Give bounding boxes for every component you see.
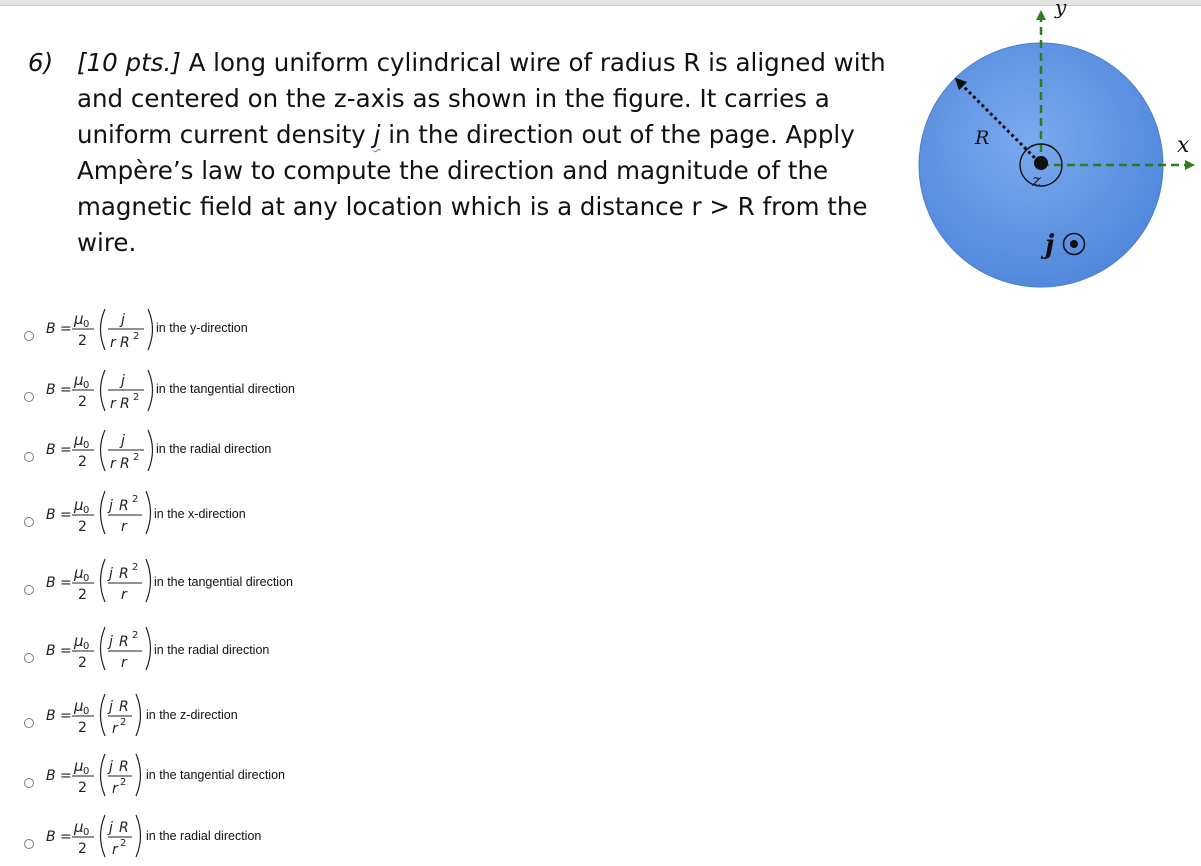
formula-two: 2 <box>78 780 87 796</box>
formula-sq: 2 <box>120 777 127 788</box>
right-paren <box>148 309 153 350</box>
formula-mu-sub: 0 <box>83 766 90 777</box>
formula-mu: μ <box>74 310 84 328</box>
axis-z-label: z <box>1032 171 1041 191</box>
formula-two: 2 <box>78 655 87 671</box>
formula-R: R <box>119 498 129 514</box>
right-paren <box>146 491 151 534</box>
formula-r: r <box>112 842 118 858</box>
formula-sq: 2 <box>120 838 127 849</box>
answer-option-4[interactable] <box>24 486 624 544</box>
formula-lhs: B = <box>46 643 72 659</box>
formula-lhs: B = <box>46 507 72 523</box>
answer-option-2[interactable] <box>24 361 624 419</box>
option-direction-label: in the x-direction <box>154 507 246 521</box>
formula-lhs: B = <box>46 321 72 337</box>
option-direction-label: in the radial direction <box>156 442 272 456</box>
answer-option-9[interactable] <box>24 808 624 866</box>
formula-mu-sub: 0 <box>83 440 90 451</box>
formula-R: R <box>119 820 129 836</box>
option-direction-label: in the y-direction <box>156 321 248 335</box>
formula-r: r <box>110 335 116 351</box>
radio-button[interactable] <box>24 331 34 341</box>
formula-j: j <box>109 820 113 836</box>
current-label: j <box>1045 230 1055 260</box>
formula-two: 2 <box>78 587 87 603</box>
formula-lhs: B = <box>46 768 72 784</box>
formula-mu: μ <box>74 757 84 775</box>
formula-j: j <box>121 312 125 328</box>
formula-mu-sub: 0 <box>83 641 90 652</box>
formula-two: 2 <box>78 454 87 470</box>
out-of-page-symbol-dot <box>1070 240 1078 248</box>
right-paren <box>148 370 153 411</box>
formula-lhs: B = <box>46 382 72 398</box>
right-paren <box>146 627 151 670</box>
left-paren <box>101 627 106 670</box>
left-paren <box>101 815 106 857</box>
formula-mu: μ <box>74 818 84 836</box>
formula-two: 2 <box>78 394 87 410</box>
question-text-after: in the direction out of the page. Apply Ampère’s law to compute the direction and magnitude of the magnetic field at any location which is a distance r > R from the wire. <box>77 120 868 257</box>
left-paren <box>101 559 106 602</box>
formula-two: 2 <box>78 720 87 736</box>
left-paren <box>101 491 106 534</box>
left-paren <box>101 694 106 736</box>
formula-r: r <box>121 519 127 535</box>
formula-j: j <box>109 566 113 582</box>
option-direction-label: in the radial direction <box>154 643 270 657</box>
formula-sq: 2 <box>133 452 140 463</box>
formula-R: R <box>120 456 130 472</box>
right-paren <box>148 430 153 471</box>
formula-mu-sub: 0 <box>83 827 90 838</box>
question-text <box>28 45 898 261</box>
formula-mu: μ <box>74 371 84 389</box>
formula-sq: 2 <box>132 562 139 573</box>
answer-option-1[interactable] <box>24 300 624 358</box>
right-paren <box>136 754 141 796</box>
question-body <box>77 45 898 261</box>
left-paren <box>101 754 106 796</box>
axis-x-label: x <box>1177 133 1190 158</box>
formula-lhs: B = <box>46 442 72 458</box>
formula-sq: 2 <box>132 630 139 641</box>
radio-button[interactable] <box>24 653 34 663</box>
radio-button[interactable] <box>24 778 34 788</box>
answer-option-8[interactable] <box>24 747 624 805</box>
formula-R: R <box>120 396 130 412</box>
question-text-before: A long uniform cylindrical wire of radius R is aligned with and centered on the z-axis as shown in the figure. It carries a uniform current density <box>77 48 886 149</box>
formula-r: r <box>121 587 127 603</box>
right-paren <box>146 559 151 602</box>
option-direction-label: in the z-direction <box>146 708 238 722</box>
formula-mu-sub: 0 <box>83 319 90 330</box>
formula-r: r <box>110 456 116 472</box>
formula-R: R <box>119 566 129 582</box>
option-direction-label: in the tangential direction <box>154 575 293 589</box>
question-number: 6) <box>28 48 54 77</box>
radio-button[interactable] <box>24 585 34 595</box>
left-paren <box>101 430 106 471</box>
question-points: [10 pts.] <box>77 48 181 77</box>
formula-lhs: B = <box>46 829 72 845</box>
right-paren <box>136 815 141 857</box>
answer-option-5[interactable] <box>24 554 624 612</box>
formula-R: R <box>119 634 129 650</box>
formula-mu-sub: 0 <box>83 505 90 516</box>
option-direction-label: in the radial direction <box>146 829 262 843</box>
radio-button[interactable] <box>24 452 34 462</box>
radius-label: R <box>975 127 990 149</box>
radio-button[interactable] <box>24 517 34 527</box>
formula-sq: 2 <box>133 331 140 342</box>
left-paren <box>101 370 106 411</box>
formula-R: R <box>119 759 129 775</box>
formula-r: r <box>110 396 116 412</box>
formula-sq: 2 <box>132 494 139 505</box>
formula-two: 2 <box>78 519 87 535</box>
formula-j: j <box>109 759 113 775</box>
left-paren <box>101 309 106 350</box>
formula-mu: μ <box>74 632 84 650</box>
formula-mu: μ <box>74 496 84 514</box>
wire-cross-section-figure <box>900 0 1201 300</box>
formula-j: j <box>121 433 125 449</box>
formula-j: j <box>109 498 113 514</box>
radio-button[interactable] <box>24 392 34 402</box>
formula-sq: 2 <box>120 717 127 728</box>
formula-j: j <box>121 373 125 389</box>
formula-mu: μ <box>74 564 84 582</box>
formula-R: R <box>119 699 129 715</box>
right-paren <box>136 694 141 736</box>
option-direction-label: in the tangential direction <box>156 382 295 396</box>
formula-lhs: B = <box>46 708 72 724</box>
option-direction-label: in the tangential direction <box>146 768 285 782</box>
formula-r: r <box>112 781 118 797</box>
answer-option-3[interactable] <box>24 421 624 479</box>
formula-lhs: B = <box>46 575 72 591</box>
answer-option-6[interactable] <box>24 622 624 680</box>
formula-r: r <box>121 655 127 671</box>
radio-button[interactable] <box>24 839 34 849</box>
radio-button[interactable] <box>24 718 34 728</box>
formula-sq: 2 <box>133 392 140 403</box>
formula-mu: μ <box>74 697 84 715</box>
formula-mu: μ <box>74 431 84 449</box>
current-density-symbol: j <box>373 120 381 149</box>
formula-j: j <box>109 699 113 715</box>
formula-R: R <box>120 335 130 351</box>
formula-mu-sub: 0 <box>83 573 90 584</box>
z-axis-dot <box>1034 156 1048 170</box>
formula-j: j <box>109 634 113 650</box>
formula-mu-sub: 0 <box>83 706 90 717</box>
formula-mu-sub: 0 <box>83 380 90 391</box>
formula-two: 2 <box>78 841 87 857</box>
formula-r: r <box>112 721 118 737</box>
answer-option-7[interactable] <box>24 687 624 745</box>
axis-y-label: y <box>1055 0 1067 19</box>
formula-two: 2 <box>78 333 87 349</box>
